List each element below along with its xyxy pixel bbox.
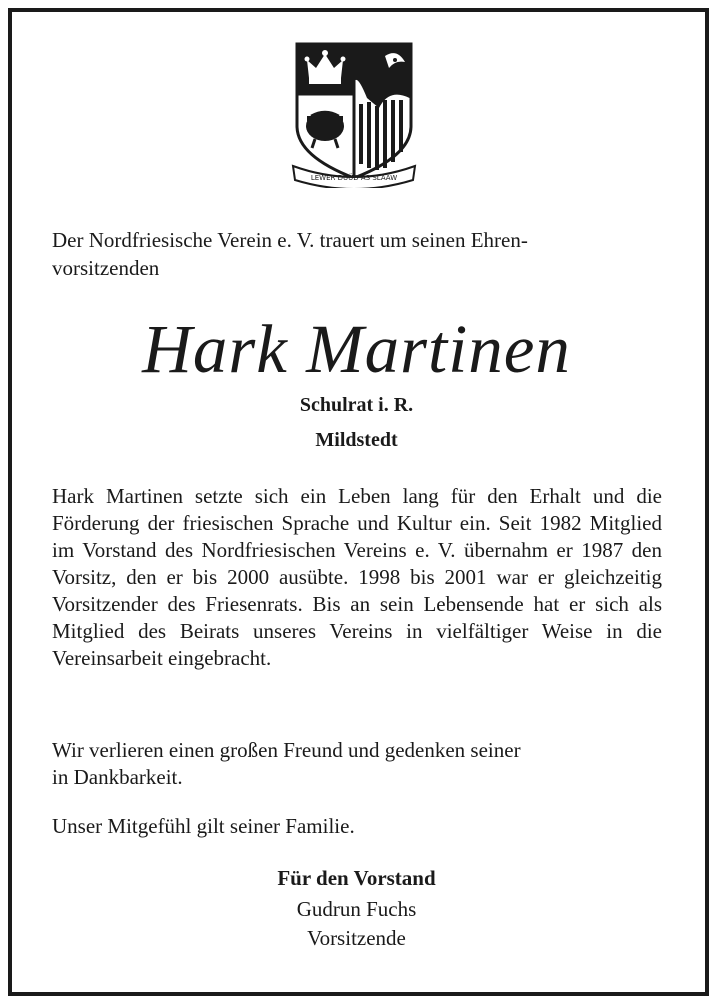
condolence-paragraph: Unser Mitgefühl gilt seiner Familie. xyxy=(52,814,355,838)
remembrance-paragraph: Wir verlieren einen großen Freund und gedenken seiner in Dankbarkeit. xyxy=(52,738,521,789)
coat-of-arms-logo xyxy=(289,38,419,188)
signature-role: Vorsitzende xyxy=(307,926,406,950)
motto-text: LEWER DÜÜD AS SLAAW xyxy=(310,174,398,182)
signature-heading: Für den Vorstand xyxy=(277,866,436,890)
deceased-name: Hark Martinen xyxy=(142,311,571,387)
deceased-place: Mildstedt xyxy=(315,429,398,451)
deceased-title: Schulrat i. R. xyxy=(299,394,414,416)
signature-name: Gudrun Fuchs xyxy=(296,897,417,921)
intro-text: Der Nordfriesische Verein e. V. trauert um seinen Ehren- vorsitzenden xyxy=(52,228,528,280)
tribute-paragraph: Hark Martinen setzte sich ein Leben lang für den Erhalt und die Förderung der friesischen Sprache und Kultur ein. Seit 1982 Mitglied im Vorstand des Nordfriesischen Vereins e. V. übernahm er 1987 den Vorsitz, den er bis 2000 ausübte. 1998 bis 2001 war er gleichzeitig Vorsitzender des Friesenrats. Bis an sein Lebensende hat er sich als Mitglied des Beirats unseres Vereins in vielfältiger Weise in die Vereinsarbeit eingebracht. xyxy=(52,484,662,670)
